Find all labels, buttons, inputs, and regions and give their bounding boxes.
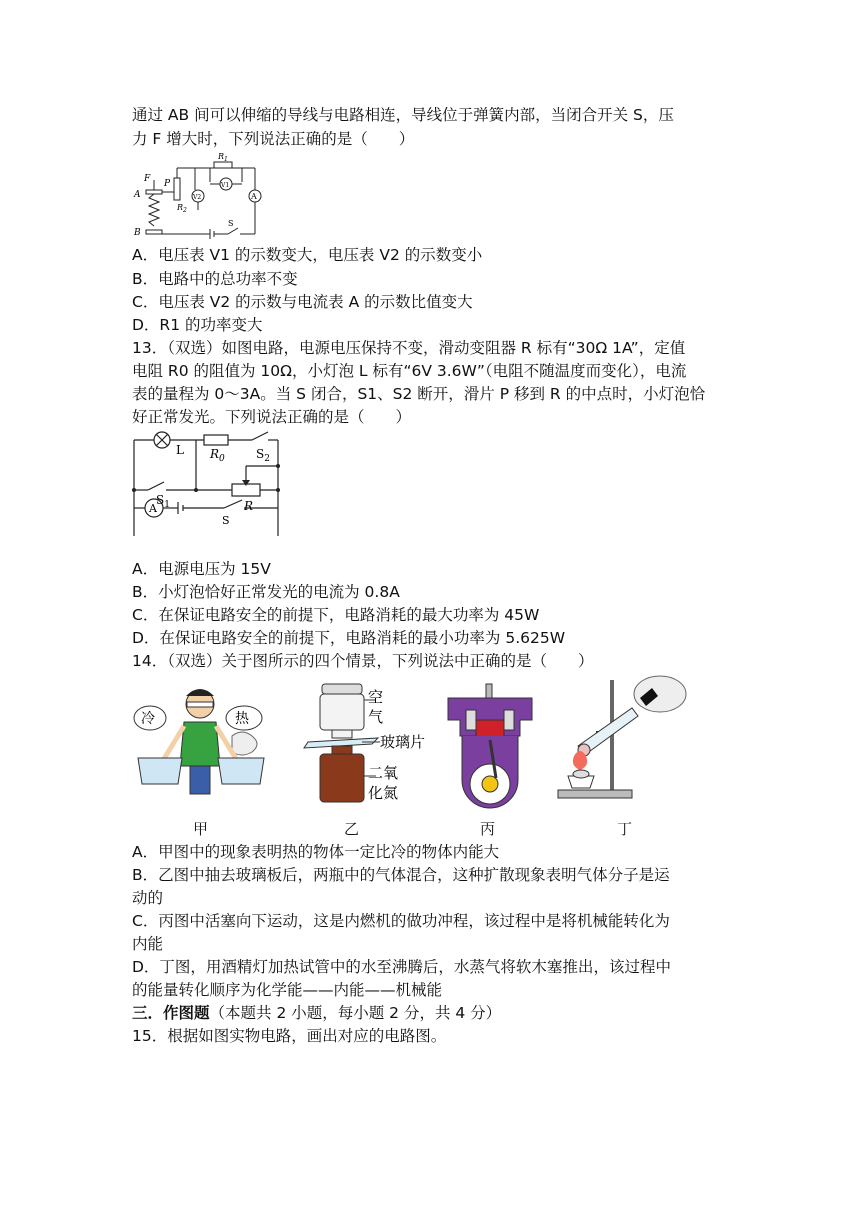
q13-label-l: L (176, 443, 184, 457)
q12-label-v1: V1 (221, 182, 230, 189)
q13-label-s: S (222, 514, 230, 527)
q12-label-r2: $R_2$ (177, 203, 187, 214)
q13-stem-line2: 电阻 R0 的阻值为 10Ω，小灯泡 L 标有“6V 3.6W”（电阻不随温度而变化），电流 (132, 362, 687, 380)
q13-option-c: C．在保证电路安全的前提下，电路消耗的最大功率为 45W (132, 606, 540, 624)
q13-option-a: A．电源电压为 15V (132, 560, 271, 578)
q12-label-f: F (144, 174, 151, 184)
section3-heading (132, 1002, 501, 1024)
q14-caption-bing: 丙 (480, 820, 496, 838)
q12-option-b: B．电路中的总功率不变 (132, 270, 298, 288)
q15-stem: 15．根据如图实物电路，画出对应的电路图。 (132, 1027, 447, 1045)
q13-label-ammeter: A (149, 502, 157, 515)
q14-label-air1: 空 (368, 688, 384, 706)
q14-figure-ding (548, 672, 698, 808)
section3-title: 三．作图题 (132, 1004, 210, 1022)
q13-stem-line3: 表的量程为 0～3A。当 S 闭合，S1、S2 断开，滑片 P 移到 R 的中点时，小灯泡恰 (132, 385, 706, 403)
q12-option-c: C．电压表 V2 的示数与电流表 A 的示数比值变大 (132, 293, 473, 311)
section3-note: （本题共 2 小题，每小题 2 分，共 4 分） (209, 1004, 502, 1022)
q14-caption-yi: 乙 (344, 820, 360, 838)
q12-label-p: P (164, 179, 171, 189)
q12-label-r1: $R_1$ (218, 152, 228, 163)
q13-label-r0: $R_0$ (210, 447, 225, 464)
q14-figure-jia (132, 676, 272, 811)
q13-circuit-figure (128, 428, 286, 558)
q14-label-hot: 热 (235, 711, 249, 727)
q13-label-r: R (244, 499, 254, 513)
q14-option-b-line2: 动的 (132, 889, 164, 907)
q13-stem-line4: 好正常发光。下列说法正确的是（ ） (132, 408, 412, 426)
q13-option-b: B．小灯泡恰好正常发光的电流为 0.8A (132, 583, 400, 601)
q12-label-a: A (134, 190, 141, 200)
q12-label-ammeter: A (251, 192, 257, 201)
q14-label-no2-2: 化氮 (368, 784, 399, 802)
q13-stem-line1: 13．（双选）如图电路，电源电压保持不变，滑动变阻器 R 标有“30Ω 1A”，定值 (132, 339, 686, 357)
q14-stem: 14．（双选）关于图所示的四个情景，下列说法中正确的是（ ） (132, 652, 594, 670)
q13-label-s2: $S_2$ (256, 447, 270, 464)
q12-stem-line1: 通过 AB 间可以伸缩的导线与电路相连，导线位于弹簧内部，当闭合开关 S，压 (132, 106, 674, 124)
q12-option-d: D．R1 的功率变大 (132, 316, 263, 334)
q14-option-d-line2: 的能量转化顺序为化学能——内能——机械能 (132, 981, 443, 999)
q14-figure-yi (300, 680, 430, 810)
q14-label-no2-1: 二氧 (368, 764, 399, 782)
q12-label-s: S (228, 219, 234, 228)
q14-label-glass: 玻璃片 (380, 733, 426, 751)
q14-option-c-line2: 内能 (132, 935, 164, 953)
q14-label-air2: 气 (368, 708, 384, 726)
q14-caption-jia: 甲 (193, 820, 209, 838)
q14-label-cold: 冷 (141, 711, 155, 727)
q14-option-a: A．甲图中的现象表明热的物体一定比冷的物体内能大 (132, 843, 500, 861)
q13-label-s1: $S_1$ (156, 493, 170, 510)
q12-label-v2: V2 (193, 194, 202, 201)
q14-option-c-line1: C．丙图中活塞向下运动，这是内燃机的做功冲程，该过程中是将机械能转化为 (132, 912, 670, 930)
q14-figure-bing (440, 680, 540, 812)
q12-option-a: A．电压表 V1 的示数变大，电压表 V2 的示数变小 (132, 246, 483, 264)
q12-stem-line2: 力 F 增大时，下列说法正确的是（ ） (132, 130, 415, 148)
q12-circuit-figure (130, 150, 270, 242)
q12-label-b: B (134, 228, 141, 238)
q14-caption-ding: 丁 (617, 820, 633, 838)
q13-option-d: D．在保证电路安全的前提下，电路消耗的最小功率为 5.625W (132, 629, 566, 647)
q14-option-d-line1: D．丁图，用酒精灯加热试管中的水至沸腾后，水蒸气将软木塞推出，该过程中 (132, 958, 671, 976)
q14-option-b-line1: B．乙图中抽去玻璃板后，两瓶中的气体混合，这种扩散现象表明气体分子是运 (132, 866, 670, 884)
